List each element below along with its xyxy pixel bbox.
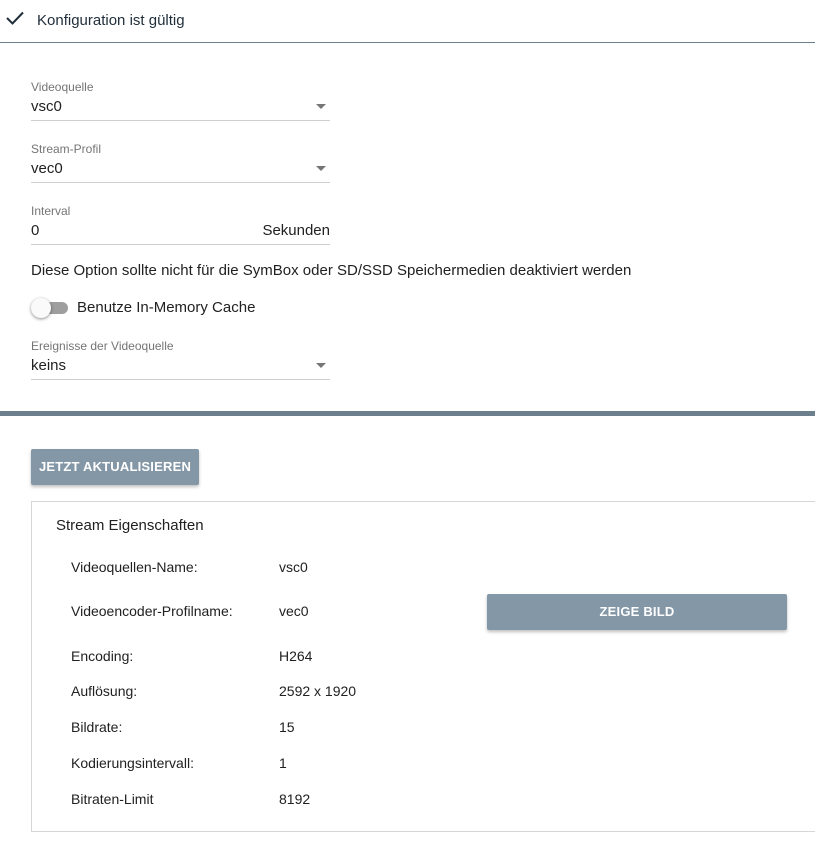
- validation-message: Konfiguration ist gültig: [37, 12, 185, 29]
- refresh-now-button[interactable]: JETZT AKTUALISIEREN: [31, 449, 199, 485]
- stream-profile-select[interactable]: [31, 142, 330, 183]
- prop-label-framerate: Bildrate:: [71, 719, 123, 735]
- video-source-select[interactable]: [31, 80, 330, 121]
- dropdown-arrow-icon[interactable]: [316, 363, 326, 368]
- prop-label-encoding-interval: Kodierungsintervall:: [71, 755, 194, 771]
- interval-field[interactable]: [31, 204, 330, 245]
- stream-profile-label: Stream-Profil: [31, 142, 102, 156]
- prop-label-video-source-name: Videoquellen-Name:: [71, 559, 198, 575]
- show-image-button[interactable]: ZEIGE BILD: [487, 594, 787, 630]
- interval-input[interactable]: 0: [31, 222, 40, 239]
- validation-status-bar: [0, 0, 815, 43]
- prop-value-resolution: 2592 x 1920: [279, 683, 357, 699]
- in-memory-cache-toggle[interactable]: [31, 298, 69, 318]
- video-source-label: Videoquelle: [31, 80, 94, 94]
- stream-profile-value: vec0: [31, 160, 63, 177]
- prop-label-encoding: Encoding:: [71, 648, 134, 664]
- interval-label: Interval: [31, 204, 71, 218]
- prop-value-bitrate-limit: 8192: [279, 791, 311, 807]
- stream-properties-panel: [31, 501, 815, 832]
- prop-label-bitrate-limit: Bitraten-Limit: [71, 791, 154, 807]
- prop-value-encoder-profile: vec0: [279, 603, 309, 619]
- prop-value-encoding: H264: [279, 648, 313, 664]
- video-source-events-label: Ereignisse der Videoquelle: [31, 339, 174, 353]
- in-memory-cache-label: Benutze In-Memory Cache: [77, 299, 256, 316]
- prop-label-resolution: Auflösung:: [71, 683, 138, 699]
- check-icon: [6, 11, 24, 25]
- video-source-events-value: keins: [31, 357, 67, 374]
- stream-properties-title: Stream Eigenschaften: [56, 517, 204, 534]
- prop-value-video-source-name: vsc0: [279, 559, 308, 575]
- video-source-value: vsc0: [31, 98, 62, 115]
- toggle-thumb: [31, 298, 51, 318]
- section-divider: [0, 411, 815, 416]
- dropdown-arrow-icon[interactable]: [316, 166, 326, 171]
- prop-label-encoder-profile: Videoencoder-Profilname:: [71, 603, 233, 619]
- cache-hint-text: Diese Option sollte nicht für die SymBox oder SD/SSD Speichermedien deaktiviert werden: [31, 262, 632, 279]
- prop-value-encoding-interval: 1: [279, 755, 287, 771]
- prop-value-framerate: 15: [279, 719, 295, 735]
- video-source-events-select[interactable]: [31, 339, 330, 380]
- interval-unit: Sekunden: [262, 222, 330, 239]
- dropdown-arrow-icon[interactable]: [316, 104, 326, 109]
